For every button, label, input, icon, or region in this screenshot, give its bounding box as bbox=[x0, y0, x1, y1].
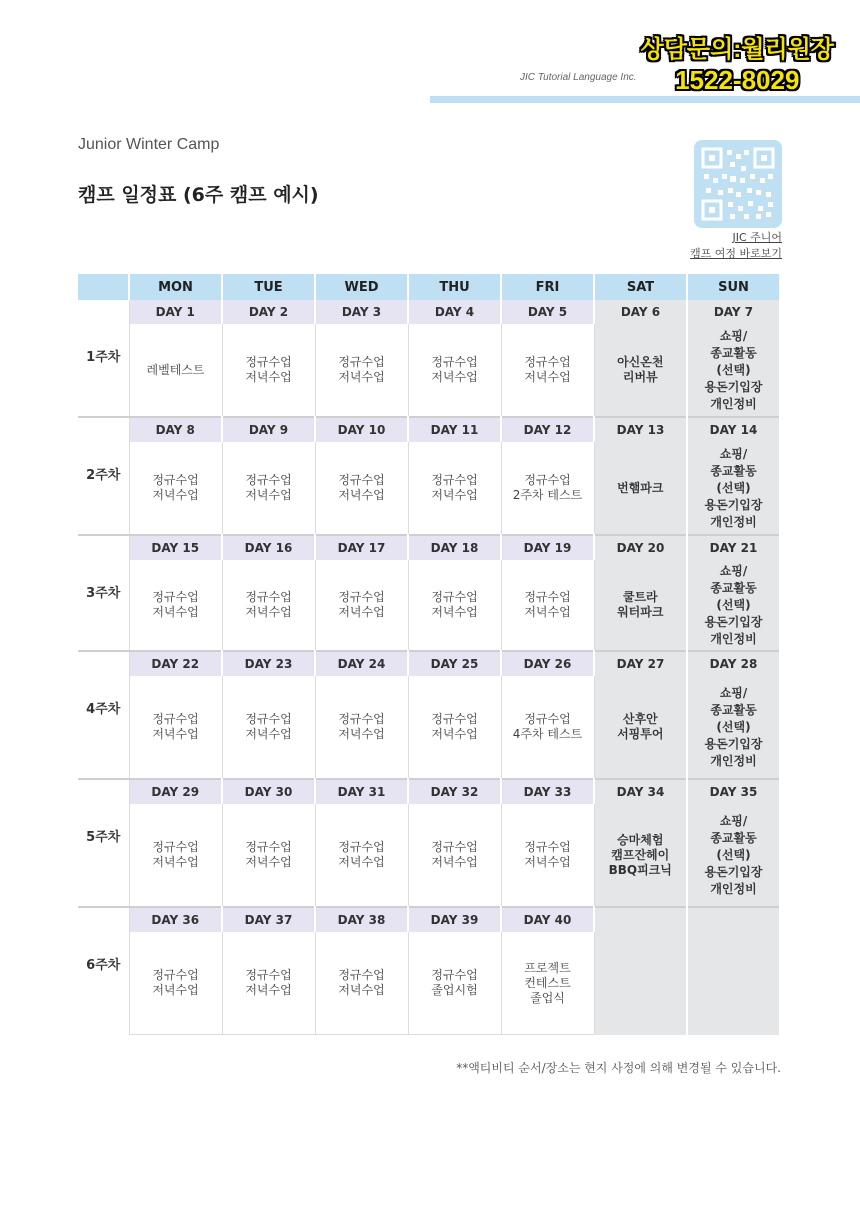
section-eyebrow: Junior Winter Camp bbox=[78, 136, 220, 153]
activity-cell: 정규수업 저녁수업 bbox=[222, 442, 315, 535]
activity-cell: 쇼핑/ 종교활동 (선택) 용돈기입장 개인정비 bbox=[687, 442, 780, 535]
header-mon: MON bbox=[129, 274, 222, 300]
day-number: DAY 39 bbox=[408, 907, 501, 932]
day-number: DAY 16 bbox=[222, 535, 315, 560]
activity-cell: 정규수업 저녁수업 bbox=[315, 324, 408, 417]
activity-cell: 정규수업 저녁수업 bbox=[315, 560, 408, 651]
activity-cell: 정규수업 2주차 테스트 bbox=[501, 442, 594, 535]
day-number: DAY 13 bbox=[594, 417, 687, 442]
activity-cell: 정규수업 저녁수업 bbox=[315, 676, 408, 779]
header-tue: TUE bbox=[222, 274, 315, 300]
promo-line-1: 상담문의:월리원장 bbox=[640, 36, 834, 63]
header-wed: WED bbox=[315, 274, 408, 300]
week-day-row bbox=[78, 417, 780, 442]
activity-cell: 정규수업 저녁수업 bbox=[408, 676, 501, 779]
day-number: DAY 34 bbox=[594, 779, 687, 804]
day-number: DAY 31 bbox=[315, 779, 408, 804]
day-number bbox=[687, 907, 780, 932]
day-number: DAY 12 bbox=[501, 417, 594, 442]
activity-cell: 쿨트라 워터파크 bbox=[594, 560, 687, 651]
week-activity-row bbox=[78, 676, 780, 779]
activity-cell: 승마체험 캠프잔헤이 BBQ피크닉 bbox=[594, 804, 687, 907]
activity-cell: 산후안 서핑투어 bbox=[594, 676, 687, 779]
activity-cell: 정규수업 저녁수업 bbox=[501, 804, 594, 907]
qr-caption-link[interactable] bbox=[660, 230, 782, 262]
activity-cell: 정규수업 저녁수업 bbox=[222, 804, 315, 907]
activity-cell: 정규수업 저녁수업 bbox=[408, 804, 501, 907]
activity-cell: 정규수업 저녁수업 bbox=[222, 676, 315, 779]
day-number: DAY 20 bbox=[594, 535, 687, 560]
day-number: DAY 14 bbox=[687, 417, 780, 442]
schedule-body bbox=[78, 300, 780, 1035]
day-number: DAY 23 bbox=[222, 651, 315, 676]
day-number: DAY 25 bbox=[408, 651, 501, 676]
day-number: DAY 30 bbox=[222, 779, 315, 804]
weekday-header-row bbox=[78, 274, 780, 300]
activity-cell: 쇼핑/ 종교활동 (선택) 용돈기입장 개인정비 bbox=[687, 804, 780, 907]
week-day-row bbox=[78, 535, 780, 560]
day-number: DAY 15 bbox=[129, 535, 222, 560]
day-number: DAY 33 bbox=[501, 779, 594, 804]
page-title: 캠프 일정표 (6주 캠프 예시) bbox=[78, 184, 319, 206]
day-number: DAY 22 bbox=[129, 651, 222, 676]
header-thu: THU bbox=[408, 274, 501, 300]
activity-cell: 정규수업 저녁수업 bbox=[501, 324, 594, 417]
activity-cell: 정규수업 저녁수업 bbox=[129, 804, 222, 907]
camp-schedule-table bbox=[78, 274, 781, 1035]
week-label: 1주차 bbox=[78, 300, 129, 417]
activity-cell: 정규수업 저녁수업 bbox=[129, 442, 222, 535]
activity-cell: 정규수업 저녁수업 bbox=[129, 560, 222, 651]
activity-cell: 아신온천 리버뷰 bbox=[594, 324, 687, 417]
day-number: DAY 32 bbox=[408, 779, 501, 804]
header-sun: SUN bbox=[687, 274, 780, 300]
qr-code-link[interactable] bbox=[694, 140, 782, 228]
activity-cell: 프로젝트 컨테스트 졸업식 bbox=[501, 932, 594, 1035]
activity-cell: 레벨테스트 bbox=[129, 324, 222, 417]
activity-cell: 정규수업 저녁수업 bbox=[222, 560, 315, 651]
week-day-row bbox=[78, 907, 780, 932]
week-label: 3주차 bbox=[78, 535, 129, 651]
day-number: DAY 29 bbox=[129, 779, 222, 804]
activity-cell: 정규수업 저녁수업 bbox=[408, 324, 501, 417]
activity-cell: 정규수업 저녁수업 bbox=[408, 442, 501, 535]
day-number: DAY 27 bbox=[594, 651, 687, 676]
day-number: DAY 24 bbox=[315, 651, 408, 676]
day-number: DAY 35 bbox=[687, 779, 780, 804]
day-number: DAY 38 bbox=[315, 907, 408, 932]
day-number: DAY 9 bbox=[222, 417, 315, 442]
day-number: DAY 4 bbox=[408, 300, 501, 324]
day-number: DAY 7 bbox=[687, 300, 780, 324]
promo-line-2: 1522-8029 bbox=[675, 65, 800, 95]
activity-cell: 정규수업 저녁수업 bbox=[315, 804, 408, 907]
day-number: DAY 5 bbox=[501, 300, 594, 324]
activity-cell bbox=[594, 932, 687, 1035]
day-number bbox=[594, 907, 687, 932]
week-day-row bbox=[78, 779, 780, 804]
day-number: DAY 11 bbox=[408, 417, 501, 442]
week-activity-row bbox=[78, 932, 780, 1035]
day-number: DAY 3 bbox=[315, 300, 408, 324]
day-number: DAY 37 bbox=[222, 907, 315, 932]
week-label: 5주차 bbox=[78, 779, 129, 907]
header-fri: FRI bbox=[501, 274, 594, 300]
activity-cell: 정규수업 저녁수업 bbox=[315, 442, 408, 535]
day-number: DAY 2 bbox=[222, 300, 315, 324]
qr-code-icon bbox=[700, 146, 776, 222]
activity-cell: 정규수업 저녁수업 bbox=[129, 932, 222, 1035]
day-number: DAY 8 bbox=[129, 417, 222, 442]
activity-cell: 쇼핑/ 종교활동 (선택) 용돈기입장 개인정비 bbox=[687, 560, 780, 651]
activity-cell: 정규수업 저녁수업 bbox=[222, 932, 315, 1035]
day-number: DAY 40 bbox=[501, 907, 594, 932]
activity-cell: 정규수업 저녁수업 bbox=[408, 560, 501, 651]
activity-cell bbox=[687, 932, 780, 1035]
footnote: **액티비티 순서/장소는 현지 사정에 의해 변경될 수 있습니다. bbox=[456, 1061, 781, 1075]
activity-cell: 정규수업 저녁수업 bbox=[129, 676, 222, 779]
header-corner bbox=[78, 274, 129, 300]
activity-cell: 정규수업 졸업시험 bbox=[408, 932, 501, 1035]
day-number: DAY 36 bbox=[129, 907, 222, 932]
day-number: DAY 19 bbox=[501, 535, 594, 560]
activity-cell: 정규수업 저녁수업 bbox=[315, 932, 408, 1035]
header-sat: SAT bbox=[594, 274, 687, 300]
week-activity-row bbox=[78, 324, 780, 417]
contact-promo bbox=[641, 34, 834, 96]
qr-caption-line-2: 캠프 여정 바로보기 bbox=[689, 247, 782, 260]
week-day-row bbox=[78, 300, 780, 324]
week-label: 4주차 bbox=[78, 651, 129, 779]
brand-text: JIC Tutorial Language Inc. bbox=[520, 72, 637, 83]
day-number: DAY 17 bbox=[315, 535, 408, 560]
day-number: DAY 21 bbox=[687, 535, 780, 560]
activity-cell: 번햄파크 bbox=[594, 442, 687, 535]
week-activity-row bbox=[78, 560, 780, 651]
activity-cell: 정규수업 저녁수업 bbox=[222, 324, 315, 417]
qr-caption-line-1: JIC 주니어 bbox=[732, 231, 782, 244]
week-label: 6주차 bbox=[78, 907, 129, 1035]
activity-cell: 쇼핑/ 종교활동 (선택) 용돈기입장 개인정비 bbox=[687, 324, 780, 417]
day-number: DAY 18 bbox=[408, 535, 501, 560]
activity-cell: 정규수업 4주차 테스트 bbox=[501, 676, 594, 779]
day-number: DAY 10 bbox=[315, 417, 408, 442]
activity-cell: 쇼핑/ 종교활동 (선택) 용돈기입장 개인정비 bbox=[687, 676, 780, 779]
week-label: 2주차 bbox=[78, 417, 129, 535]
week-activity-row bbox=[78, 442, 780, 535]
activity-cell: 정규수업 저녁수업 bbox=[501, 560, 594, 651]
day-number: DAY 28 bbox=[687, 651, 780, 676]
day-number: DAY 6 bbox=[594, 300, 687, 324]
day-number: DAY 26 bbox=[501, 651, 594, 676]
day-number: DAY 1 bbox=[129, 300, 222, 324]
week-activity-row bbox=[78, 804, 780, 907]
week-day-row bbox=[78, 651, 780, 676]
header-accent-bar bbox=[430, 96, 860, 103]
